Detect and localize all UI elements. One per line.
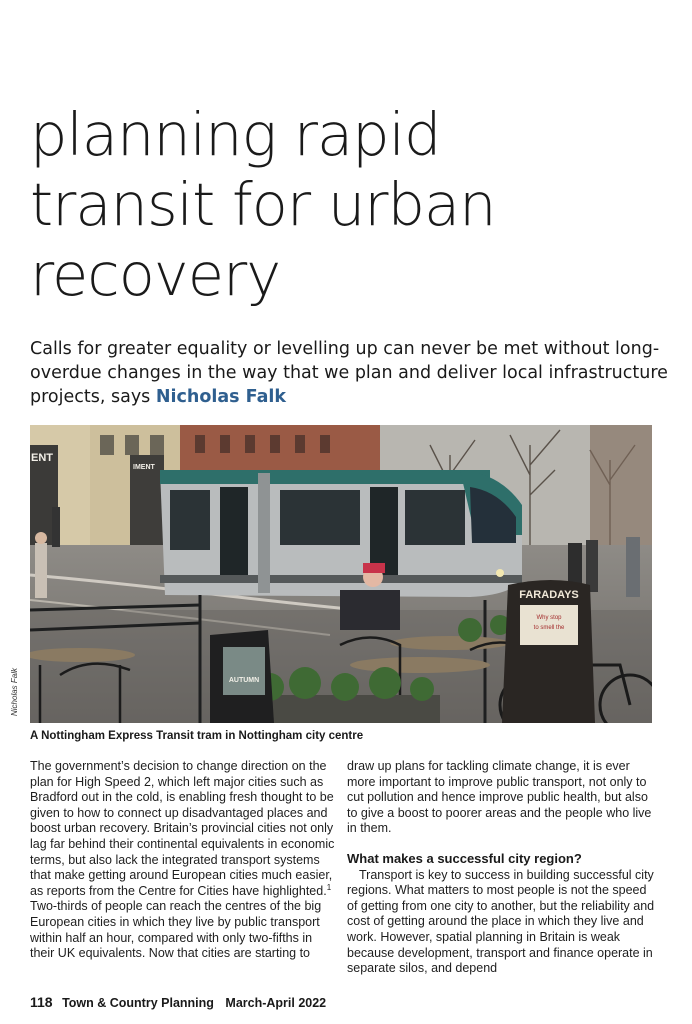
footnote-ref: 1 xyxy=(326,882,332,892)
issue-date: March-April 2022 xyxy=(225,996,327,1010)
pedestrian-left xyxy=(35,543,47,598)
photo-credit: Nicholas Falk xyxy=(10,667,19,716)
window xyxy=(125,435,139,455)
window xyxy=(270,435,280,453)
window xyxy=(220,435,230,453)
body-paragraph-1-text: The government’s decision to change direction on the plan for High Speed 2, which left major cities such as Bradford out in the cold, is enabling fresh thought to be given to how to connect up disadvantaged places and boost urban recovery. Britain’s provincial cities not only lag far behind their continental equivalents in economic terms, but also lack the integrated transport systems that make getting around European cities much easier, as reports from the Centre for Cities have highlighted. xyxy=(30,759,335,898)
pedestrian-far xyxy=(52,507,60,547)
window xyxy=(295,435,305,453)
pedestrian-right-2 xyxy=(586,540,598,592)
tram-photo xyxy=(30,425,652,723)
autumn-board-text: AUTUMN xyxy=(228,677,260,684)
title-line-3: recovery xyxy=(30,240,281,309)
window xyxy=(150,435,164,455)
author-byline: Nicholas Falk xyxy=(155,387,287,407)
page-number: 118 xyxy=(30,994,53,1010)
building-right xyxy=(590,425,652,545)
title-line-1: planning rapid xyxy=(30,100,441,169)
photo-caption: A Nottingham Express Transit tram in Nottingham city centre xyxy=(30,730,364,742)
pedestrian-right-3 xyxy=(626,537,640,597)
section-subheading: What makes a successful city region? xyxy=(347,850,582,866)
body-paragraph-1-cont: Two-thirds of people can reach the centres of the big European cities in which they live by public transport within half an hour, compared with only two-fifths in their UK equivalents. Now that cities are starting to xyxy=(30,899,322,961)
tram-photo-illustration xyxy=(30,425,652,723)
shop-sign-left: ENT xyxy=(31,452,53,464)
body-column-left xyxy=(30,759,338,962)
body-column-right xyxy=(347,759,655,977)
window xyxy=(320,435,330,453)
autumn-board xyxy=(210,630,274,723)
body-paragraph-2: draw up plans for tackling climate change, it is ever more important to improve public transport, not only to cut pollution and hence improve public health, but also to give a boost to poorer areas and the people who live in them. xyxy=(347,759,652,836)
body-paragraph-1 xyxy=(30,759,338,962)
article-title xyxy=(30,100,670,310)
window xyxy=(245,435,255,453)
title-line-2: transit for urban xyxy=(30,170,496,239)
body-paragraph-3: Transport is key to success in building successful city regions. What matters to most people is not the speed of getting from one city to another, but the reliability and cost of getting around the place in which they live and work. However, spatial planning in Britain is weak because development, transport and finance operate in separate silos, and depend xyxy=(347,867,655,976)
seated-people xyxy=(340,590,400,630)
standfirst-text: Calls for greater equality or levelling up can never be met without long-overdue changes in the way that we plan and deliver local infrastructure projects, says xyxy=(30,339,668,407)
faradays-sign-sub: Why stop xyxy=(536,615,562,621)
shop-sign-mid: IMENT xyxy=(133,464,155,471)
window xyxy=(195,435,205,453)
faradays-sign-sub-2: to smell the xyxy=(533,625,565,631)
journal-name: Town & Country Planning xyxy=(62,996,214,1010)
faradays-sign-text: FARADAYS xyxy=(519,589,579,601)
faradays-sign xyxy=(502,580,595,723)
standfirst xyxy=(30,337,670,409)
pedestrian-head xyxy=(35,532,47,544)
tram xyxy=(160,470,522,597)
page-footer xyxy=(30,994,326,1010)
red-hat xyxy=(363,563,385,573)
window xyxy=(100,435,114,455)
